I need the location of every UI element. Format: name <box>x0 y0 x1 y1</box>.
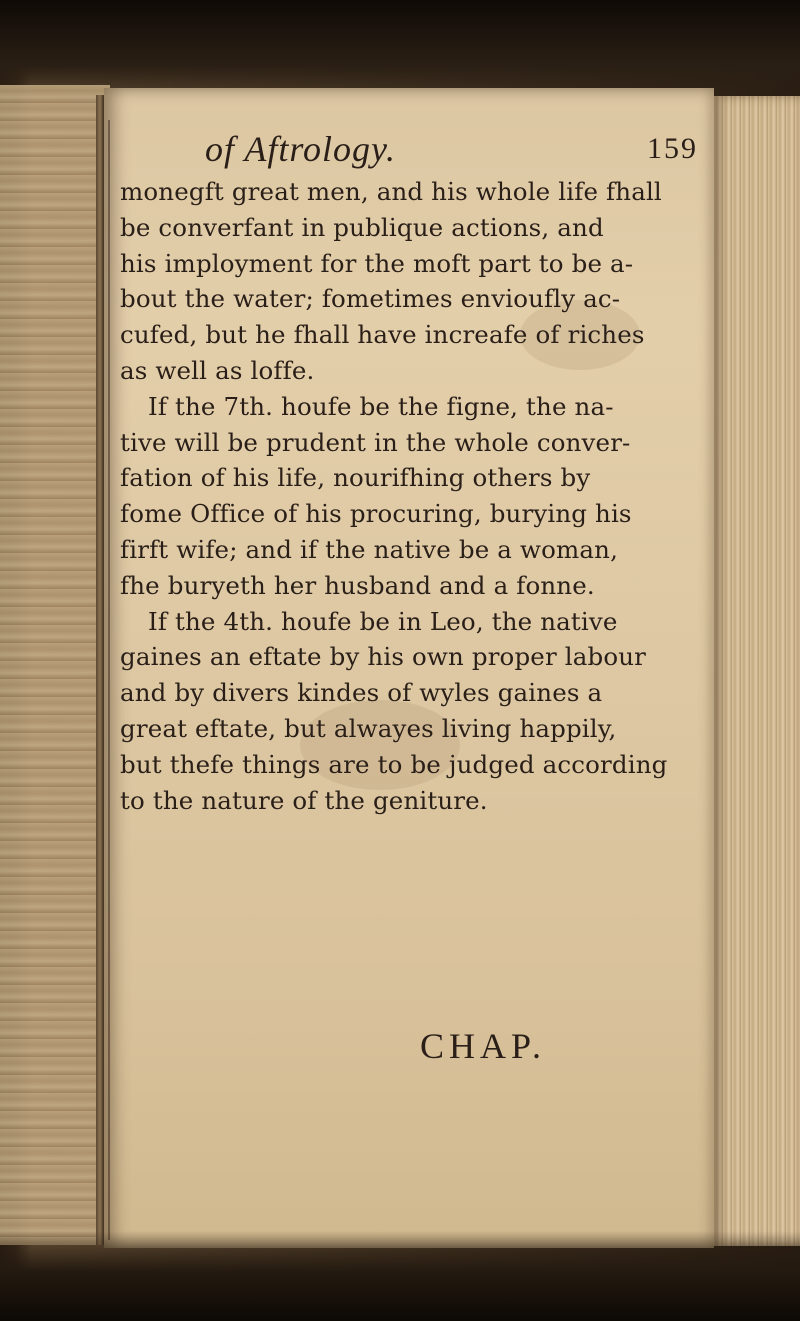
text-line: but thefe things are to be judged according <box>120 749 668 779</box>
page-fore-edge <box>714 96 800 1246</box>
text-line: fome Office of his procuring, burying his <box>120 499 632 529</box>
text-line: to the nature of the geniture. <box>120 785 488 815</box>
text-line: fhe buryeth her husband and a fonne. <box>120 570 595 600</box>
page-number: 159 <box>647 132 698 165</box>
running-title: of Aftrology. <box>205 129 397 169</box>
text-line: gaines an eftate by his own proper labour <box>120 642 647 672</box>
text-line: as well as loffe. <box>120 355 315 385</box>
paragraph-start-line: If the 7th. houfe be the figne, the na- <box>148 391 614 421</box>
margin-rule <box>108 120 110 1240</box>
catchword: CHAP. <box>420 1026 547 1066</box>
text-line: tive will be prudent in the whole conver- <box>120 427 631 457</box>
text-line: firft wife; and if the native be a woman, <box>120 534 619 564</box>
text-line: cufed, but he fhall have increafe of riches <box>120 320 645 350</box>
page-header <box>120 128 710 174</box>
text-line: monegft great men, and his whole life fhall <box>120 177 662 206</box>
binding-gutter <box>96 95 104 1245</box>
text-line: be converfant in publique actions, and <box>120 212 604 242</box>
facing-page-gutter <box>0 85 110 1245</box>
text-line: fation of his life, nourifhing others by <box>120 463 591 493</box>
text-line: and by divers kindes of wyles gaines a <box>120 678 603 708</box>
text-line: bout the water; fometimes envioufly ac- <box>120 284 621 314</box>
page-text <box>120 128 710 818</box>
text-line: great eftate, but alwayes living happily, <box>120 713 617 743</box>
paragraph-start-line: If the 4th. houfe be in Leo, the native <box>148 606 618 636</box>
bottom-shadow <box>0 1231 800 1321</box>
text-line: his imployment for the moft part to be a- <box>120 248 634 278</box>
